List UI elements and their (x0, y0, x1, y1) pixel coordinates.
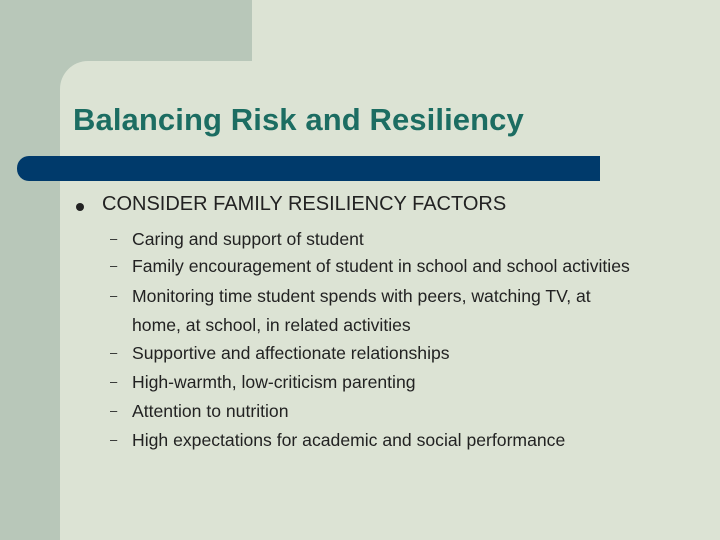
sub-bullet-text: High-warmth, low-criticism parenting (132, 372, 416, 393)
sub-bullet-item (110, 426, 670, 455)
sub-bullet-item (110, 368, 670, 397)
sub-bullet-list (110, 225, 670, 455)
title-divider-bar (17, 156, 600, 181)
sub-bullet-item (110, 282, 670, 340)
sub-bullet-text: Supportive and affectionate relationships (132, 343, 450, 364)
dash-icon: – (110, 345, 118, 361)
sub-bullet-item (110, 397, 670, 426)
sub-bullet-text: Monitoring time student spends with peers, watching TV, at home, at school, in related activities (132, 285, 591, 335)
bullet-dot-icon (76, 203, 84, 211)
dash-icon: – (110, 402, 118, 418)
sub-bullet-text: High expectations for academic and social performance (132, 429, 566, 450)
dash-icon: – (110, 374, 118, 390)
sub-bullet-text: Family encouragement of student in school and school activities (132, 255, 630, 276)
sub-bullet-item (110, 225, 670, 254)
sub-bullet-text: Attention to nutrition (132, 400, 289, 421)
main-bullet-text: CONSIDER FAMILY RESILIENCY FACTORS (102, 193, 507, 215)
dash-icon: – (110, 257, 118, 273)
sub-bullet-item (110, 339, 670, 368)
sub-bullet-text: Caring and support of student (132, 229, 364, 249)
sub-bullet-item (110, 254, 670, 278)
slide-title: Balancing Risk and Resiliency (73, 102, 524, 137)
dash-icon: – (110, 231, 118, 246)
dash-icon: – (110, 287, 118, 303)
dash-icon: – (110, 431, 118, 447)
